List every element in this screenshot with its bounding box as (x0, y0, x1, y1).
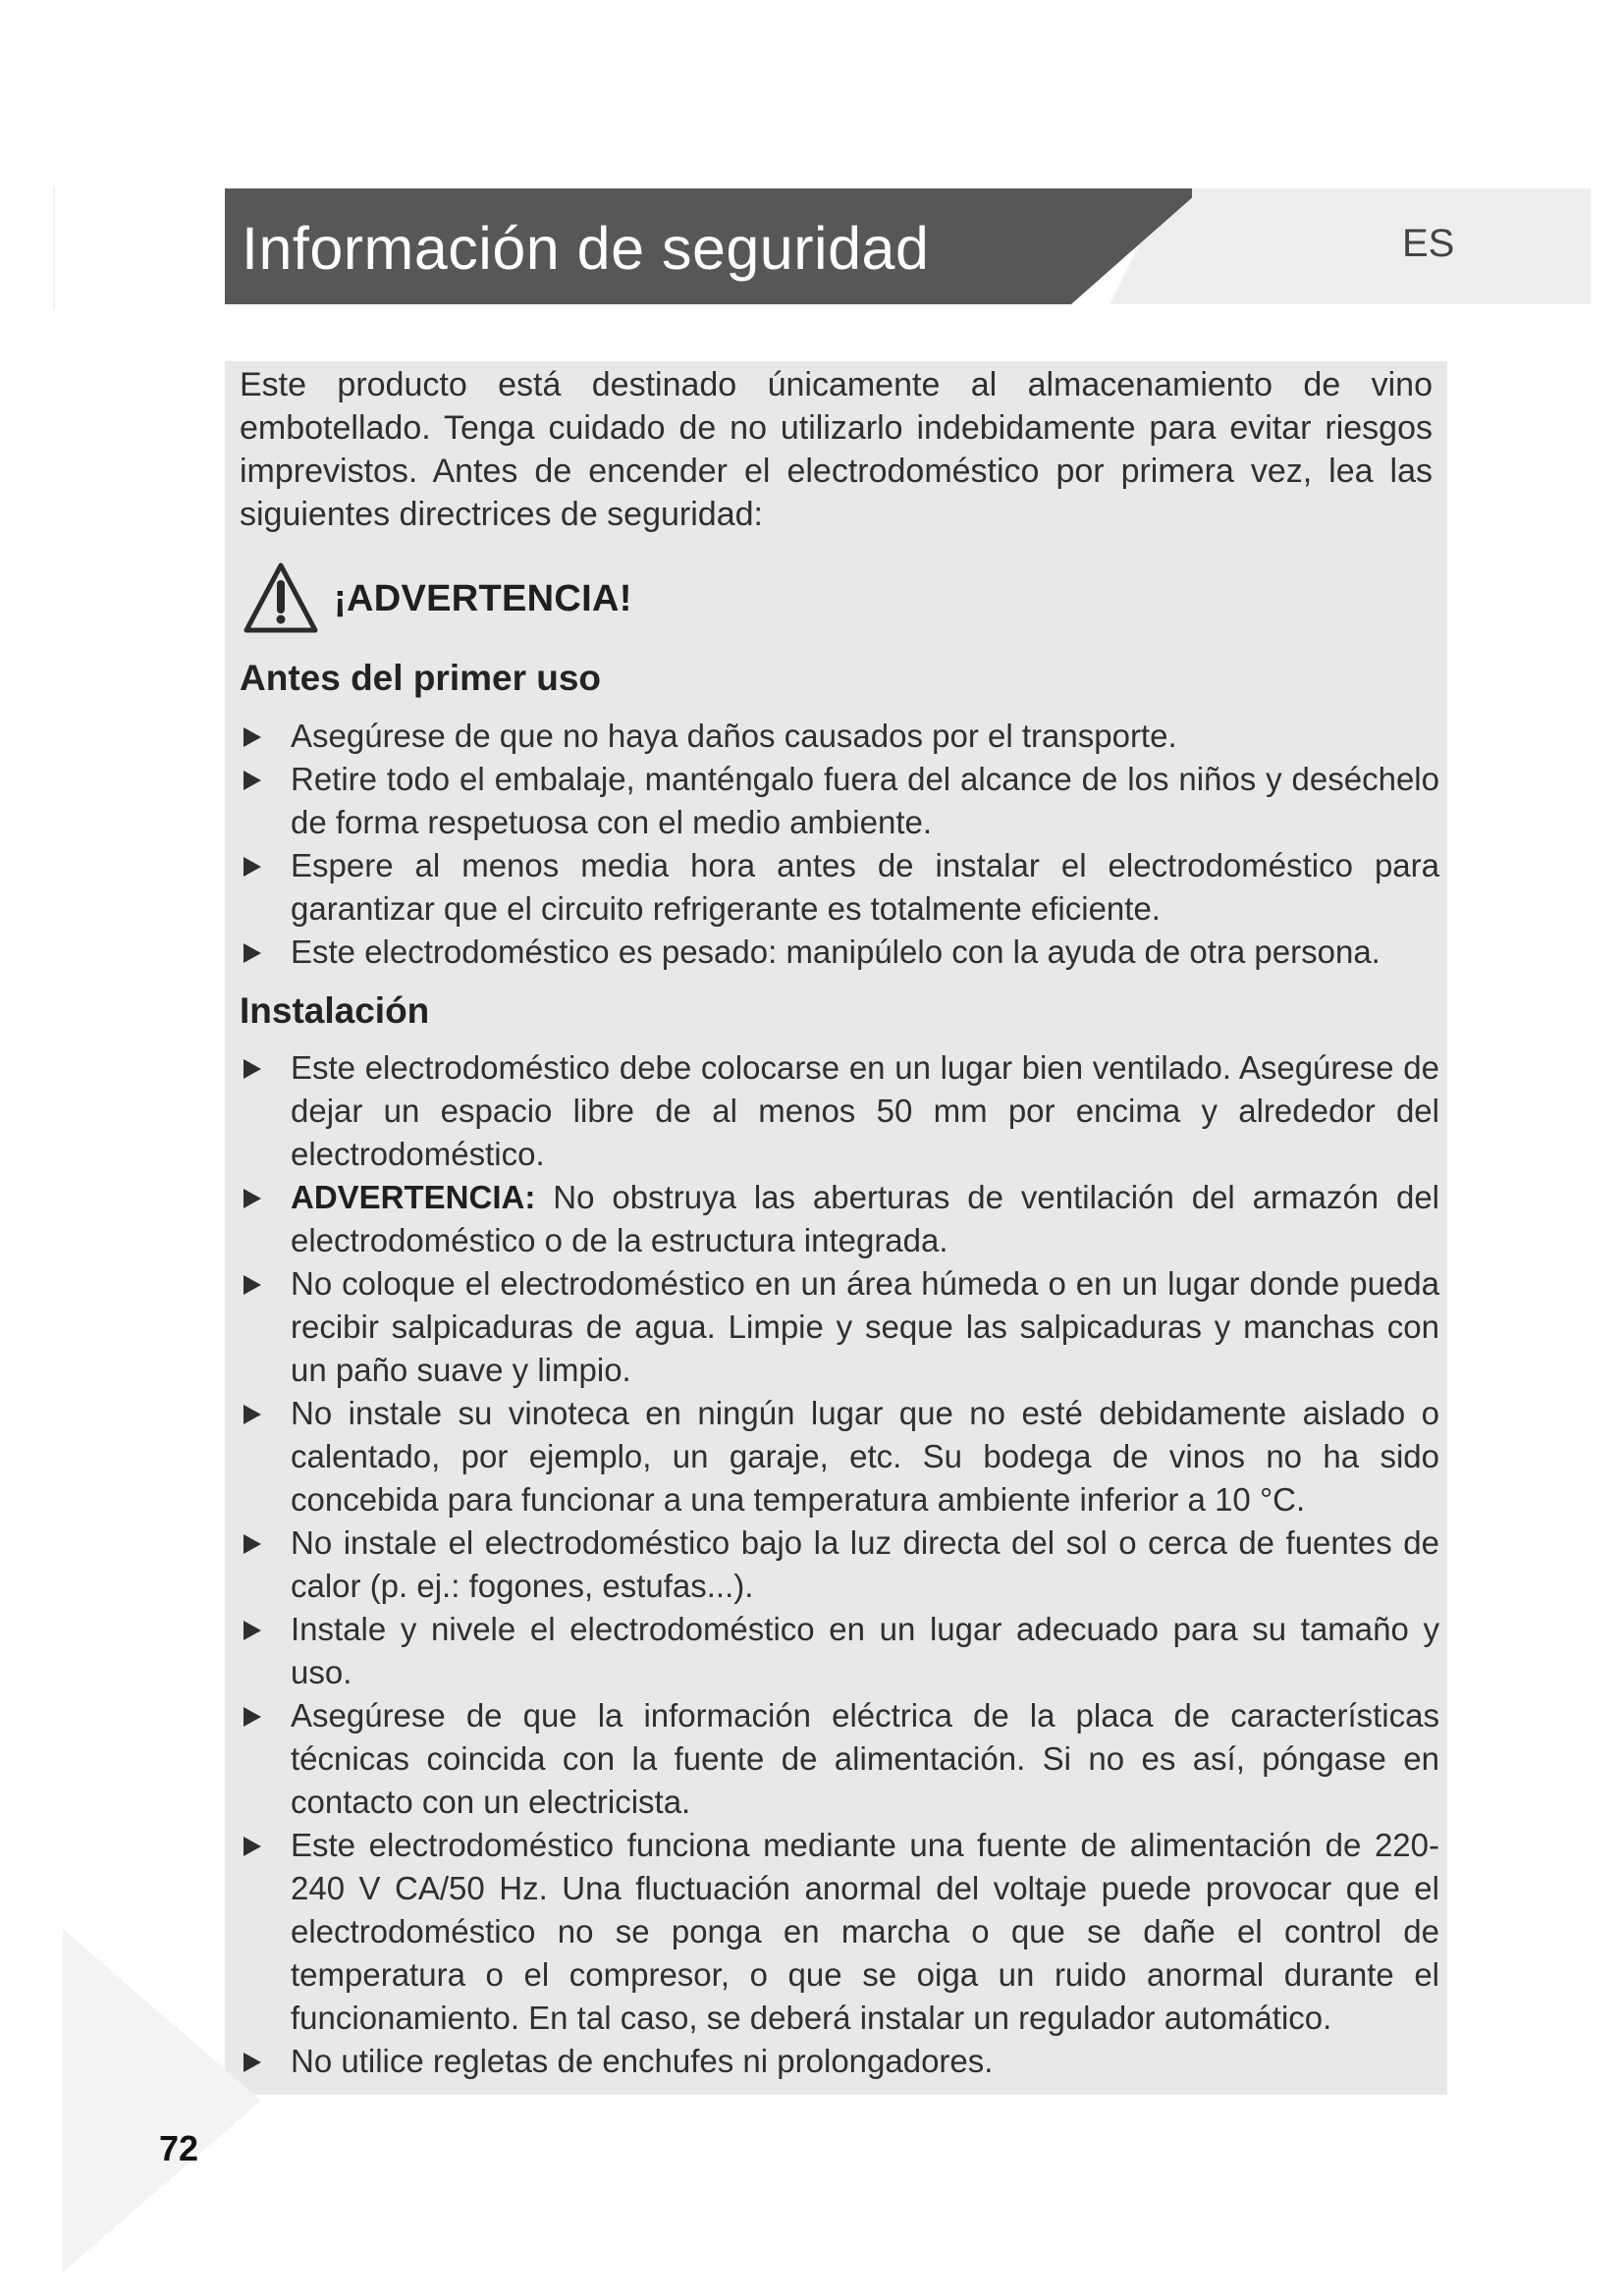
list-item (240, 715, 1439, 758)
bullet-arrow-icon (244, 771, 261, 790)
list-item (240, 758, 1439, 844)
list-item-text: Retire todo el embalaje, manténgalo fuera del alcance de los niños y deséchelo de forma respetuosa con el medio ambiente. (291, 761, 1439, 840)
page-edge-rule (53, 187, 55, 309)
list-item-text: Este electrodoméstico debe colocarse en un lugar bien ventilado. Asegúrese de dejar un espacio libre de al menos 50 mm por encima y alrededor del electrodoméstico. (291, 1049, 1439, 1172)
warning-label: ¡ADVERTENCIA! (334, 577, 632, 619)
list-item (240, 1262, 1439, 1392)
warning-callout (242, 558, 632, 640)
list-item (240, 1392, 1439, 1522)
bullet-arrow-icon (244, 727, 261, 747)
list-item-text: No obstruya las aberturas de ventilación del armazón del electrodoméstico o de la estructura integrada. (291, 1179, 1439, 1258)
bullet-arrow-icon (244, 1707, 261, 1727)
first-use-list (240, 715, 1439, 974)
list-item (240, 931, 1439, 974)
bullet-arrow-icon (244, 1059, 261, 1079)
list-item-text: No coloque el electrodoméstico en un área húmeda o en un lugar donde pueda recibir salpicaduras de agua. Limpie y seque las salpicaduras y manchas con un paño suave y limpio. (291, 1265, 1439, 1388)
list-item-text: Espere al menos media hora antes de instalar el electrodoméstico para garantizar que el circuito refrigerante es totalmente eficiente. (291, 847, 1439, 927)
list-item-text: No utilice regletas de enchufes ni prolongadores. (291, 2043, 994, 2079)
list-item-text: Instale y nivele el electrodoméstico en un lugar adecuado para su tamaño y uso. (291, 1611, 1439, 1690)
bullet-arrow-icon (244, 1837, 261, 1856)
bullet-arrow-icon (244, 1189, 261, 1208)
list-item (240, 1694, 1439, 1824)
language-code: ES (1402, 222, 1455, 265)
page-title: Información de seguridad (242, 215, 930, 282)
intro-paragraph: Este producto está destinado únicamente al almacenamiento de vino embotellado. Tenga cuidado de no utilizarlo indebidamente para evitar riesgos imprevistos. Antes de encender el electrodoméstico por primera vez, lea las siguientes directrices de seguridad: (240, 366, 1433, 533)
bullet-arrow-icon (244, 857, 261, 877)
warning-inline-label: ADVERTENCIA: (291, 1179, 536, 1215)
list-item-text: Asegúrese de que no haya daños causados por el transporte. (291, 718, 1177, 754)
list-item (240, 1522, 1439, 1608)
warning-triangle-icon (242, 561, 320, 637)
installation-heading: Instalación (240, 990, 430, 1031)
bullet-arrow-icon (244, 1621, 261, 1640)
list-item (240, 2040, 1439, 2083)
bullet-arrow-icon (244, 1405, 261, 1424)
list-item-text: No instale su vinoteca en ningún lugar que no esté debidamente aislado o calentado, por ejemplo, un garaje, etc. Su bodega de vinos no ha sido concebida para funcionar a una temperatura ambiente inferior a 10 °C. (291, 1395, 1439, 1518)
bullet-arrow-icon (244, 1275, 261, 1295)
list-item (240, 844, 1439, 931)
list-item-text: Asegúrese de que la información eléctrica de la placa de características técnicas coincida con la fuente de alimentación. Si no es así, póngase en contacto con un electricista. (291, 1697, 1439, 1820)
list-item (240, 1046, 1439, 1176)
list-item-text: Este electrodoméstico funciona mediante una fuente de alimentación de 220-240 V CA/50 Hz. Una fluctuación anormal del voltaje puede provocar que el electrodoméstico no se ponga en marcha o que se dañe el control de temperatura o el compresor, o que se oiga un ruido anormal durante el funcionamiento. En tal caso, se deberá instalar un regulador automático. (291, 1827, 1439, 2036)
bullet-arrow-icon (244, 2053, 261, 2072)
first-use-heading: Antes del primer uso (240, 658, 602, 698)
bullet-arrow-icon (244, 1534, 261, 1554)
page-number: 72 (159, 2128, 199, 2168)
list-item (240, 1608, 1439, 1694)
list-item (240, 1176, 1439, 1262)
list-item-text: No instale el electrodoméstico bajo la luz directa del sol o cerca de fuentes de calor (p. ej.: fogones, estufas...). (291, 1524, 1439, 1604)
installation-list (240, 1046, 1439, 2083)
bullet-arrow-icon (244, 943, 261, 963)
list-item-text: Este electrodoméstico es pesado: manipúlelo con la ayuda de otra persona. (291, 934, 1380, 970)
list-item (240, 1824, 1439, 2040)
